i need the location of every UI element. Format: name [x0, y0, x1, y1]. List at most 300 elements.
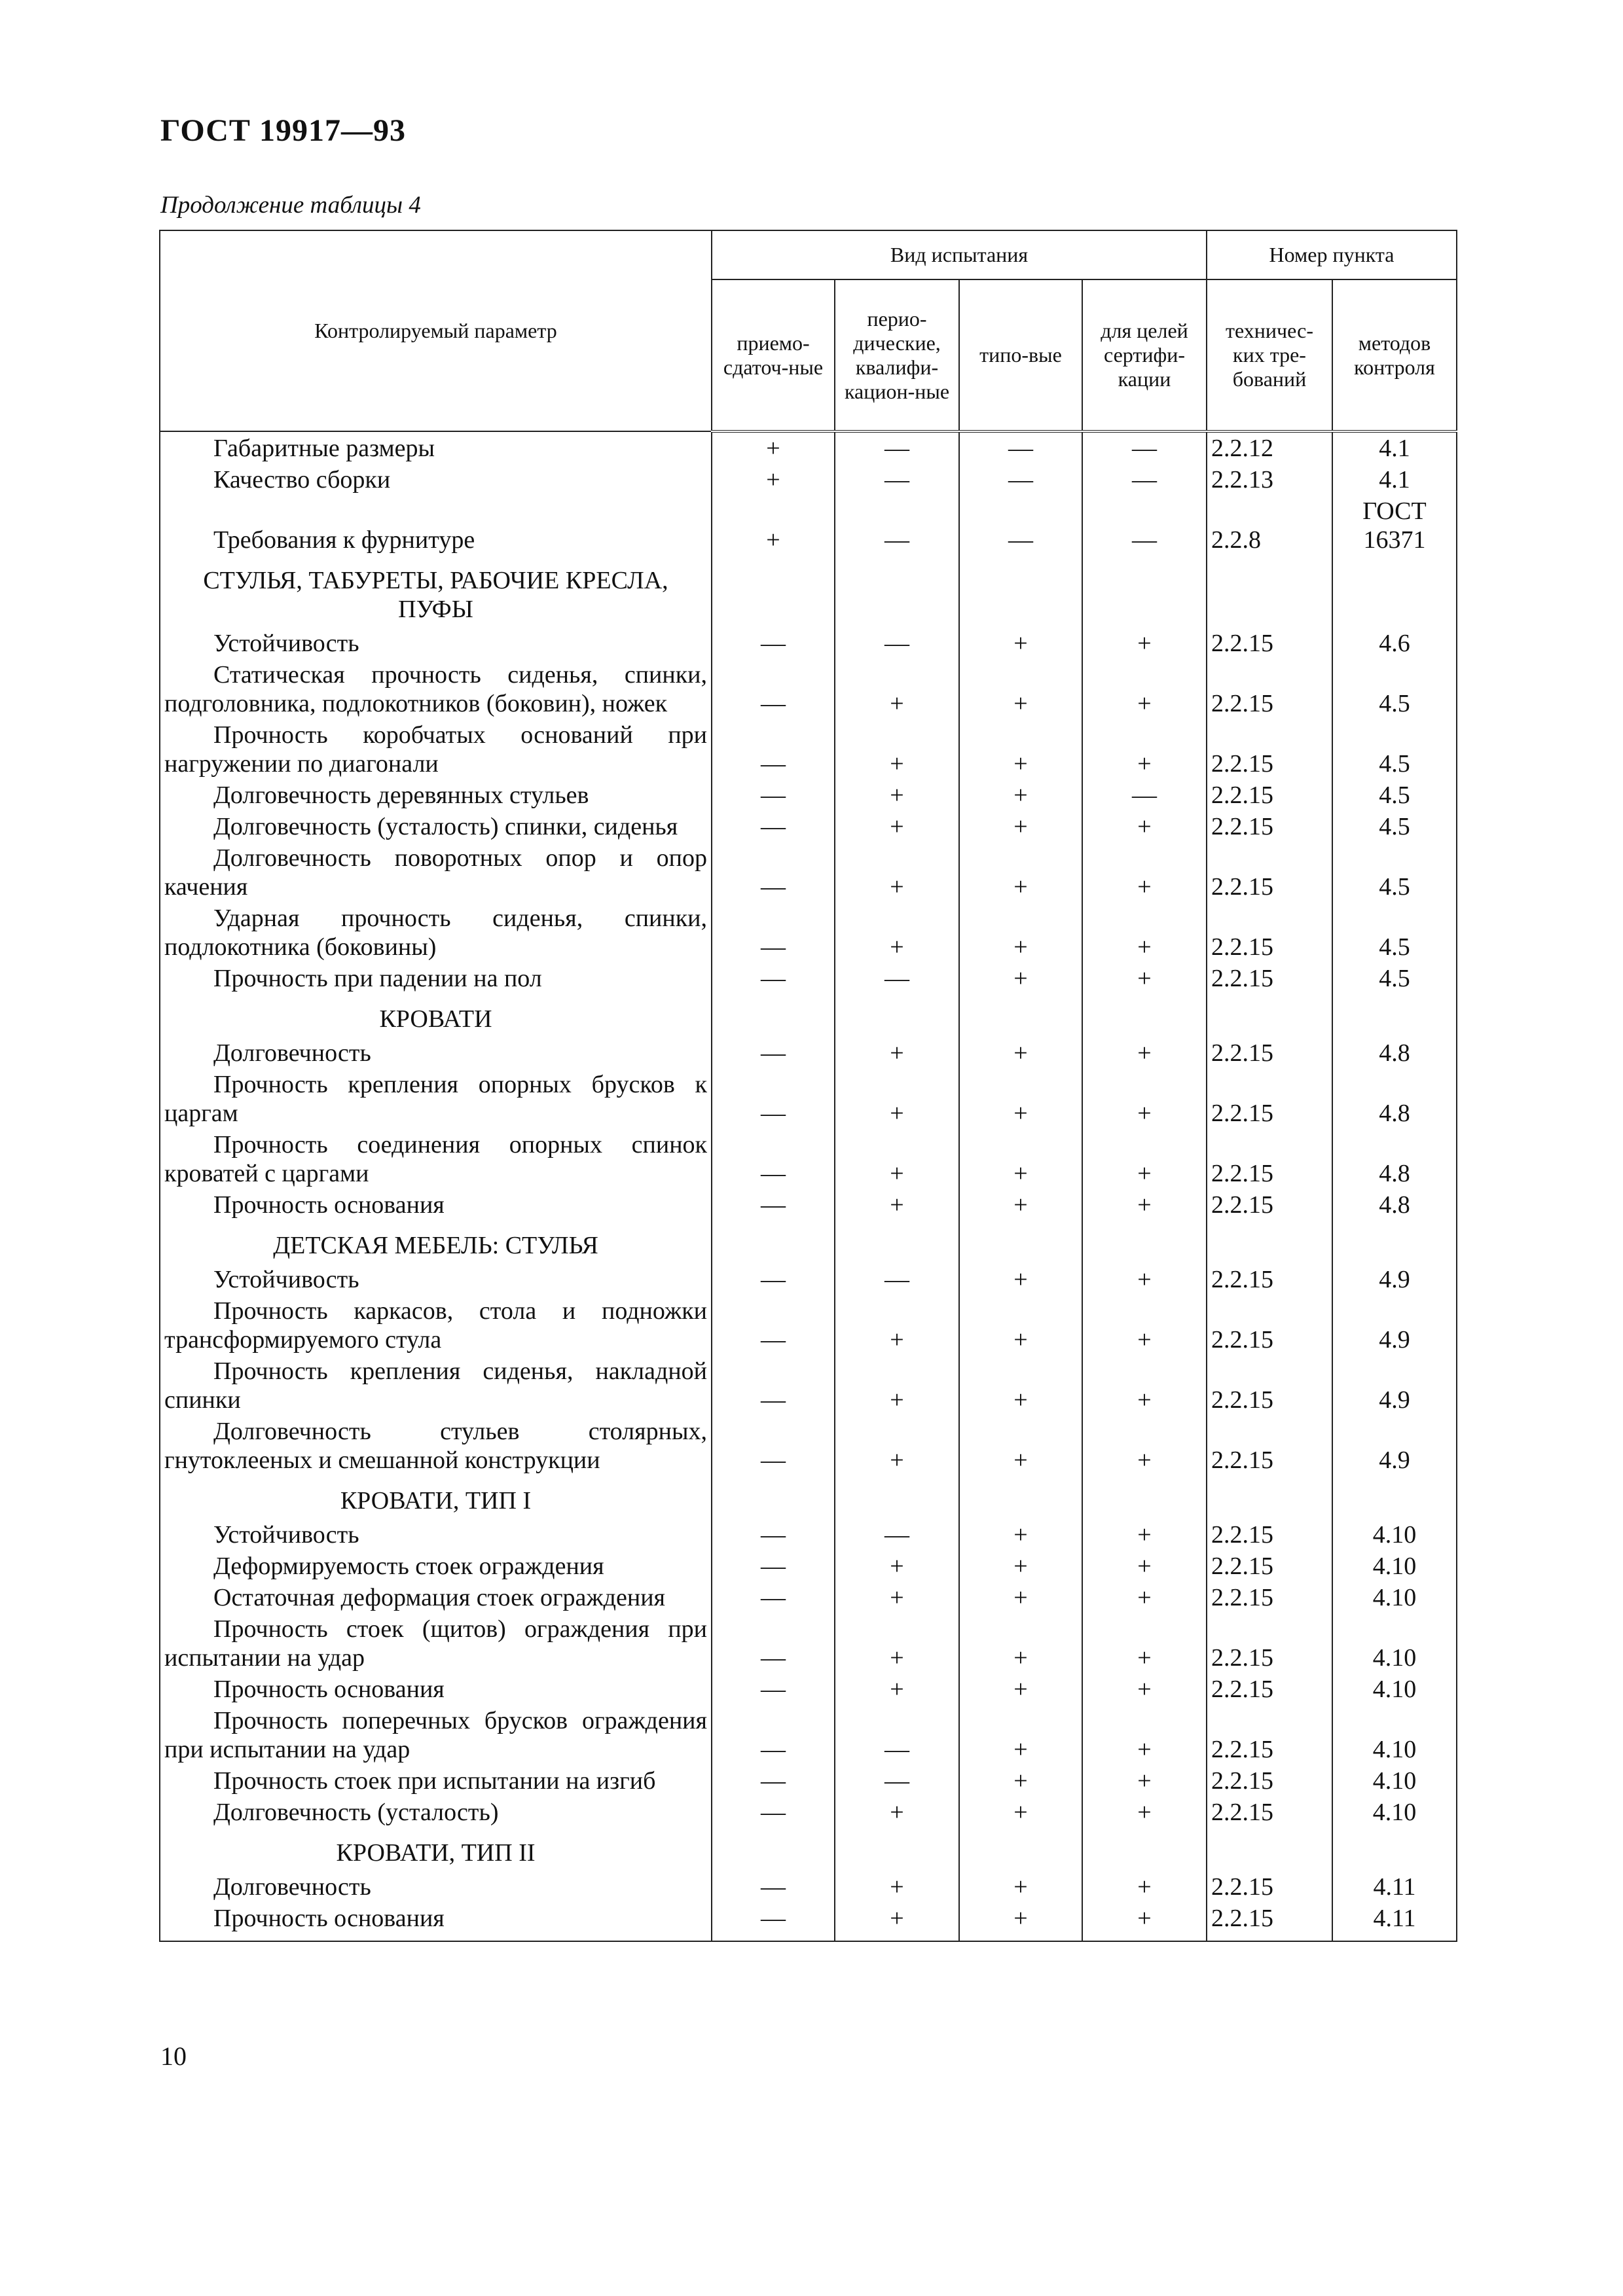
periodic-mark: — — [835, 1519, 959, 1551]
table-row — [160, 1903, 1457, 1934]
parameter-text: Прочность крепления опорных брусков к царгам — [164, 1071, 707, 1127]
table-row — [160, 659, 1457, 719]
method-clause: 4.5 — [1332, 719, 1457, 780]
spacer-cell — [1207, 1934, 1332, 1941]
parameter-name — [160, 963, 712, 994]
type-test-mark: + — [959, 1189, 1082, 1221]
method-clause: 4.10 — [1332, 1674, 1457, 1705]
table-row — [160, 1189, 1457, 1221]
method-clause: 4.6 — [1332, 628, 1457, 659]
certification-mark: + — [1082, 811, 1207, 842]
certification-mark: + — [1082, 659, 1207, 719]
parameter-name — [160, 1765, 712, 1797]
table-end-spacer — [160, 1934, 1457, 1941]
periodic-mark: + — [835, 903, 959, 963]
type-test-mark: + — [959, 659, 1082, 719]
tech-req-clause: 2.2.15 — [1207, 780, 1332, 811]
table-row — [160, 1871, 1457, 1903]
acceptance-mark: — — [712, 1613, 835, 1674]
parameter-text: Устойчивость — [213, 1521, 359, 1549]
periodic-mark: + — [835, 1295, 959, 1355]
tech-req-clause: 2.2.12 — [1207, 431, 1332, 464]
certification-mark: + — [1082, 1519, 1207, 1551]
certification-mark: + — [1082, 1189, 1207, 1221]
tech-req-clause: 2.2.15 — [1207, 811, 1332, 842]
method-clause: 4.8 — [1332, 1129, 1457, 1189]
tech-req-clause: 2.2.15 — [1207, 1765, 1332, 1797]
method-clause: 4.9 — [1332, 1264, 1457, 1295]
type-test-mark: — — [959, 431, 1082, 464]
table-row — [160, 1797, 1457, 1828]
empty-cell — [835, 994, 959, 1037]
periodic-mark: + — [835, 1551, 959, 1582]
table-caption: Продолжение таблицы 4 — [160, 192, 421, 219]
periodic-mark: + — [835, 659, 959, 719]
table-row — [160, 1416, 1457, 1476]
periodic-mark: — — [835, 495, 959, 556]
empty-cell — [712, 556, 835, 628]
empty-cell — [712, 1476, 835, 1519]
tech-req-clause: 2.2.15 — [1207, 963, 1332, 994]
certification-mark: — — [1082, 780, 1207, 811]
table-body — [160, 431, 1457, 1941]
empty-cell — [959, 1828, 1082, 1871]
acceptance-mark: — — [712, 1871, 835, 1903]
parameter-name — [160, 1903, 712, 1934]
acceptance-mark: — — [712, 1295, 835, 1355]
tech-req-clause: 2.2.15 — [1207, 1871, 1332, 1903]
tech-req-clause: 2.2.15 — [1207, 1551, 1332, 1582]
section-heading: КРОВАТИ — [160, 994, 712, 1037]
periodic-mark: + — [835, 1797, 959, 1828]
empty-cell — [959, 556, 1082, 628]
acceptance-mark: — — [712, 1674, 835, 1705]
parameter-text: Долговечность стульев столярных, гнутоклееных и смешанной конструкции — [164, 1418, 707, 1474]
spacer-cell — [959, 1934, 1082, 1941]
certification-mark: + — [1082, 1355, 1207, 1416]
periodic-mark: + — [835, 1903, 959, 1934]
periodic-mark: — — [835, 431, 959, 464]
empty-cell — [1332, 1221, 1457, 1264]
acceptance-mark: — — [712, 1037, 835, 1069]
tech-req-clause: 2.2.15 — [1207, 1674, 1332, 1705]
parameter-text: Прочность крепления сиденья, накладной спинки — [164, 1357, 707, 1414]
parameter-text: Устойчивость — [213, 1266, 359, 1293]
spacer-cell — [712, 1934, 835, 1941]
type-test-mark: + — [959, 1551, 1082, 1582]
acceptance-mark: — — [712, 628, 835, 659]
method-clause: 4.5 — [1332, 903, 1457, 963]
type-test-mark: + — [959, 1069, 1082, 1129]
table-row — [160, 1519, 1457, 1551]
type-test-mark: — — [959, 495, 1082, 556]
header-clause-group: Номер пункта — [1207, 230, 1457, 279]
method-clause: 4.10 — [1332, 1613, 1457, 1674]
header-periodic: перио-дические, квалифи-кацион-ные — [835, 279, 959, 431]
table-row — [160, 780, 1457, 811]
certification-mark: + — [1082, 1613, 1207, 1674]
tech-req-clause: 2.2.15 — [1207, 1037, 1332, 1069]
empty-cell — [835, 1828, 959, 1871]
certification-mark: + — [1082, 1037, 1207, 1069]
tech-req-clause: 2.2.15 — [1207, 1355, 1332, 1416]
empty-cell — [1082, 994, 1207, 1037]
type-test-mark: + — [959, 1797, 1082, 1828]
type-test-mark: + — [959, 842, 1082, 903]
method-clause: 4.10 — [1332, 1582, 1457, 1613]
table-row — [160, 1674, 1457, 1705]
empty-cell — [1332, 1476, 1457, 1519]
method-clause: 4.10 — [1332, 1551, 1457, 1582]
tech-req-clause: 2.2.15 — [1207, 628, 1332, 659]
parameter-text: Прочность стоек (щитов) ограждения при испытании на удар — [164, 1615, 707, 1672]
method-clause: 4.5 — [1332, 811, 1457, 842]
empty-cell — [1332, 1828, 1457, 1871]
page-number: 10 — [160, 2041, 187, 2071]
test-parameters-table — [159, 230, 1457, 1942]
parameter-name — [160, 1189, 712, 1221]
tech-req-clause: 2.2.15 — [1207, 1189, 1332, 1221]
section-row — [160, 1828, 1457, 1871]
empty-cell — [959, 994, 1082, 1037]
section-row — [160, 994, 1457, 1037]
empty-cell — [712, 1221, 835, 1264]
acceptance-mark: — — [712, 903, 835, 963]
acceptance-mark: — — [712, 719, 835, 780]
type-test-mark: + — [959, 1705, 1082, 1765]
tech-req-clause: 2.2.15 — [1207, 1129, 1332, 1189]
table-row — [160, 842, 1457, 903]
type-test-mark: + — [959, 1264, 1082, 1295]
acceptance-mark: — — [712, 780, 835, 811]
acceptance-mark: — — [712, 1582, 835, 1613]
periodic-mark: + — [835, 1416, 959, 1476]
method-clause: 4.9 — [1332, 1416, 1457, 1476]
method-clause: 4.8 — [1332, 1189, 1457, 1221]
type-test-mark: + — [959, 780, 1082, 811]
section-heading: КРОВАТИ, ТИП II — [160, 1828, 712, 1871]
method-clause: 4.1 — [1332, 464, 1457, 495]
type-test-mark: + — [959, 811, 1082, 842]
periodic-mark: — — [835, 1264, 959, 1295]
table-row — [160, 1295, 1457, 1355]
table-row — [160, 1705, 1457, 1765]
type-test-mark: — — [959, 464, 1082, 495]
parameter-name — [160, 1674, 712, 1705]
table-row — [160, 1037, 1457, 1069]
parameter-text: Прочность при падении на пол — [213, 965, 542, 992]
acceptance-mark: — — [712, 1069, 835, 1129]
tech-req-clause: 2.2.15 — [1207, 1416, 1332, 1476]
table-row — [160, 1069, 1457, 1129]
table-row — [160, 628, 1457, 659]
section-heading: СТУЛЬЯ, ТАБУРЕТЫ, РАБОЧИЕ КРЕСЛА, ПУФЫ — [160, 556, 712, 628]
periodic-mark: — — [835, 1705, 959, 1765]
periodic-mark: + — [835, 719, 959, 780]
parameter-text: Прочность поперечных брусков ограждения при испытании на удар — [164, 1707, 707, 1763]
certification-mark: + — [1082, 719, 1207, 780]
empty-cell — [712, 994, 835, 1037]
tech-req-clause: 2.2.15 — [1207, 1797, 1332, 1828]
header-type-tests: типо-вые — [959, 279, 1082, 431]
header-param: Контролируемый параметр — [160, 230, 712, 431]
acceptance-mark: — — [712, 1189, 835, 1221]
tech-req-clause: 2.2.15 — [1207, 719, 1332, 780]
table-row — [160, 464, 1457, 495]
parameter-name — [160, 1519, 712, 1551]
periodic-mark: + — [835, 1069, 959, 1129]
header-tech-req: техничес-ких тре-бований — [1207, 279, 1332, 431]
certification-mark: — — [1082, 495, 1207, 556]
empty-cell — [959, 1476, 1082, 1519]
method-clause: 4.10 — [1332, 1797, 1457, 1828]
table-row — [160, 1551, 1457, 1582]
parameter-name — [160, 1871, 712, 1903]
certification-mark: + — [1082, 1705, 1207, 1765]
acceptance-mark: — — [712, 1264, 835, 1295]
certification-mark: + — [1082, 1264, 1207, 1295]
empty-cell — [712, 1828, 835, 1871]
type-test-mark: + — [959, 1519, 1082, 1551]
method-clause: 4.10 — [1332, 1705, 1457, 1765]
certification-mark: + — [1082, 1551, 1207, 1582]
certification-mark: + — [1082, 1871, 1207, 1903]
parameter-name — [160, 1037, 712, 1069]
table-row — [160, 1264, 1457, 1295]
spacer-cell — [835, 1934, 959, 1941]
parameter-name — [160, 719, 712, 780]
periodic-mark: + — [835, 811, 959, 842]
periodic-mark: — — [835, 963, 959, 994]
empty-cell — [835, 1476, 959, 1519]
table-row — [160, 495, 1457, 556]
section-row — [160, 556, 1457, 628]
periodic-mark: + — [835, 1037, 959, 1069]
empty-cell — [1332, 994, 1457, 1037]
section-heading: ДЕТСКАЯ МЕБЕЛЬ: СТУЛЬЯ — [160, 1221, 712, 1264]
parameter-name — [160, 1295, 712, 1355]
tech-req-clause: 2.2.15 — [1207, 1903, 1332, 1934]
acceptance-mark: — — [712, 1765, 835, 1797]
type-test-mark: + — [959, 1295, 1082, 1355]
acceptance-mark: — — [712, 1903, 835, 1934]
method-clause: 4.9 — [1332, 1295, 1457, 1355]
type-test-mark: + — [959, 1582, 1082, 1613]
parameter-text: Качество сборки — [213, 466, 391, 493]
periodic-mark: + — [835, 1674, 959, 1705]
header-certification: для целей сертифи-кации — [1082, 279, 1207, 431]
tech-req-clause: 2.2.15 — [1207, 1295, 1332, 1355]
method-clause: 4.10 — [1332, 1765, 1457, 1797]
periodic-mark: + — [835, 1129, 959, 1189]
parameter-name — [160, 1069, 712, 1129]
empty-cell — [1082, 1828, 1207, 1871]
table-row — [160, 1582, 1457, 1613]
section-row — [160, 1221, 1457, 1264]
parameter-name — [160, 464, 712, 495]
type-test-mark: + — [959, 963, 1082, 994]
acceptance-mark: — — [712, 1416, 835, 1476]
empty-cell — [1207, 1476, 1332, 1519]
periodic-mark: + — [835, 1189, 959, 1221]
method-clause: ГОСТ 16371 — [1332, 495, 1457, 556]
table-row — [160, 1765, 1457, 1797]
periodic-mark: + — [835, 1613, 959, 1674]
parameter-name — [160, 1129, 712, 1189]
acceptance-mark: — — [712, 1705, 835, 1765]
acceptance-mark: — — [712, 1519, 835, 1551]
acceptance-mark: — — [712, 1129, 835, 1189]
certification-mark: — — [1082, 464, 1207, 495]
header-acceptance: приемо-сдаточ-ные — [712, 279, 835, 431]
parameter-text: Ударная прочность сиденья, спинки, подлокотника (боковины) — [164, 905, 707, 961]
type-test-mark: + — [959, 1871, 1082, 1903]
parameter-name — [160, 1705, 712, 1765]
method-clause: 4.1 — [1332, 431, 1457, 464]
parameter-text: Прочность стоек при испытании на изгиб — [213, 1767, 656, 1795]
empty-cell — [1207, 1828, 1332, 1871]
certification-mark: + — [1082, 1129, 1207, 1189]
empty-cell — [1082, 556, 1207, 628]
tech-req-clause: 2.2.15 — [1207, 659, 1332, 719]
tech-req-clause: 2.2.15 — [1207, 903, 1332, 963]
type-test-mark: + — [959, 1416, 1082, 1476]
spacer-cell — [160, 1934, 712, 1941]
method-clause: 4.9 — [1332, 1355, 1457, 1416]
acceptance-mark: + — [712, 464, 835, 495]
tech-req-clause: 2.2.15 — [1207, 1069, 1332, 1129]
empty-cell — [835, 1221, 959, 1264]
empty-cell — [1207, 1221, 1332, 1264]
empty-cell — [835, 556, 959, 628]
acceptance-mark: — — [712, 1797, 835, 1828]
section-heading: КРОВАТИ, ТИП I — [160, 1476, 712, 1519]
certification-mark: + — [1082, 842, 1207, 903]
parameter-text: Остаточная деформация стоек ограждения — [213, 1584, 666, 1611]
parameter-name — [160, 1582, 712, 1613]
spacer-cell — [1332, 1934, 1457, 1941]
certification-mark: — — [1082, 431, 1207, 464]
empty-cell — [959, 1221, 1082, 1264]
certification-mark: + — [1082, 1582, 1207, 1613]
certification-mark: + — [1082, 1903, 1207, 1934]
table-row — [160, 719, 1457, 780]
table-row — [160, 963, 1457, 994]
tech-req-clause: 2.2.15 — [1207, 1705, 1332, 1765]
periodic-mark: + — [835, 1871, 959, 1903]
parameter-name — [160, 842, 712, 903]
certification-mark: + — [1082, 903, 1207, 963]
parameter-name — [160, 495, 712, 556]
tech-req-clause: 2.2.8 — [1207, 495, 1332, 556]
certification-mark: + — [1082, 628, 1207, 659]
parameter-name — [160, 780, 712, 811]
periodic-mark: — — [835, 464, 959, 495]
method-clause: 4.5 — [1332, 659, 1457, 719]
type-test-mark: + — [959, 1765, 1082, 1797]
parameter-text: Прочность коробчатых оснований при нагружении по диагонали — [164, 721, 707, 778]
parameter-text: Устойчивость — [213, 630, 359, 657]
periodic-mark: — — [835, 628, 959, 659]
empty-cell — [1207, 994, 1332, 1037]
table-row — [160, 811, 1457, 842]
type-test-mark: + — [959, 1355, 1082, 1416]
empty-cell — [1082, 1221, 1207, 1264]
certification-mark: + — [1082, 1765, 1207, 1797]
parameter-text: Прочность основания — [213, 1905, 445, 1932]
section-row — [160, 1476, 1457, 1519]
empty-cell — [1332, 556, 1457, 628]
parameter-name — [160, 431, 712, 464]
tech-req-clause: 2.2.15 — [1207, 1264, 1332, 1295]
certification-mark: + — [1082, 1797, 1207, 1828]
parameter-text: Долговечность (усталость) — [213, 1799, 499, 1826]
empty-cell — [1082, 1476, 1207, 1519]
parameter-name — [160, 1355, 712, 1416]
type-test-mark: + — [959, 1674, 1082, 1705]
spacer-cell — [1082, 1934, 1207, 1941]
type-test-mark: + — [959, 903, 1082, 963]
acceptance-mark: + — [712, 495, 835, 556]
parameter-text: Прочность каркасов, стола и подножки трансформируемого стула — [164, 1297, 707, 1354]
table-row — [160, 1613, 1457, 1674]
acceptance-mark: — — [712, 659, 835, 719]
parameter-text: Долговечность — [213, 1039, 371, 1067]
type-test-mark: + — [959, 1613, 1082, 1674]
acceptance-mark: — — [712, 842, 835, 903]
tech-req-clause: 2.2.15 — [1207, 1613, 1332, 1674]
parameter-name — [160, 811, 712, 842]
acceptance-mark: — — [712, 1355, 835, 1416]
tech-req-clause: 2.2.15 — [1207, 1519, 1332, 1551]
table-row — [160, 431, 1457, 464]
acceptance-mark: — — [712, 1551, 835, 1582]
parameter-name — [160, 1797, 712, 1828]
document-title: ГОСТ 19917—93 — [160, 113, 406, 148]
type-test-mark: + — [959, 1037, 1082, 1069]
parameter-text: Требования к фурнитуре — [213, 526, 475, 554]
method-clause: 4.8 — [1332, 1069, 1457, 1129]
method-clause: 4.5 — [1332, 842, 1457, 903]
method-clause: 4.11 — [1332, 1903, 1457, 1934]
tech-req-clause: 2.2.13 — [1207, 464, 1332, 495]
parameter-text: Долговечность — [213, 1873, 371, 1901]
table-row — [160, 903, 1457, 963]
certification-mark: + — [1082, 1069, 1207, 1129]
parameter-name — [160, 1551, 712, 1582]
periodic-mark: — — [835, 1765, 959, 1797]
parameter-name — [160, 1416, 712, 1476]
parameter-text: Долговечность поворотных опор и опор качения — [164, 844, 707, 901]
periodic-mark: + — [835, 1582, 959, 1613]
parameter-text: Долговечность (усталость) спинки, сиденья — [213, 813, 678, 840]
certification-mark: + — [1082, 1295, 1207, 1355]
method-clause: 4.5 — [1332, 780, 1457, 811]
parameter-name — [160, 659, 712, 719]
parameter-name — [160, 903, 712, 963]
empty-cell — [1207, 556, 1332, 628]
acceptance-mark: — — [712, 963, 835, 994]
method-clause: 4.11 — [1332, 1871, 1457, 1903]
header-test-type-group: Вид испытания — [712, 230, 1207, 279]
periodic-mark: + — [835, 1355, 959, 1416]
parameter-text: Габаритные размеры — [213, 435, 435, 462]
parameter-name — [160, 628, 712, 659]
parameter-text: Прочность основания — [213, 1191, 445, 1219]
acceptance-mark: + — [712, 431, 835, 464]
parameter-name — [160, 1613, 712, 1674]
parameter-text: Деформируемость стоек ограждения — [213, 1552, 604, 1580]
